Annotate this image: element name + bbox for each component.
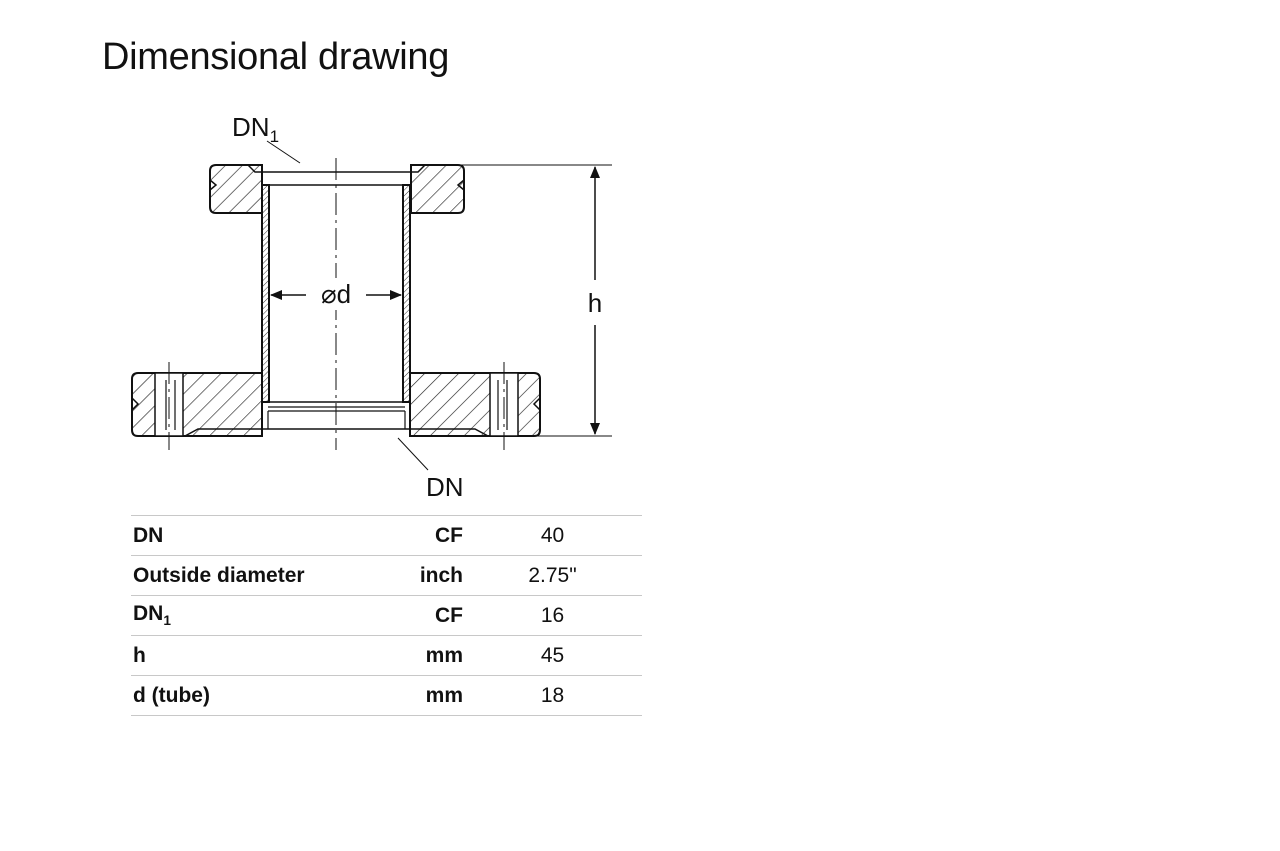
param-label: DN: [133, 523, 164, 547]
table-row: [131, 636, 642, 676]
unit-cell: CF: [393, 596, 463, 636]
table-row: [131, 596, 642, 636]
table-row: [131, 556, 642, 596]
dn1-label: [232, 112, 279, 146]
value-cell: 45: [463, 636, 642, 676]
dn-leader: [398, 438, 428, 470]
dn1-label-main: DN: [232, 112, 270, 142]
table-row: [131, 676, 642, 716]
param-label: DN: [133, 602, 164, 626]
value-cell: 18: [463, 676, 642, 716]
unit-cell: inch: [393, 556, 463, 596]
unit-cell: CF: [393, 516, 463, 556]
table-row: [131, 516, 642, 556]
param-label: d (tube): [133, 683, 210, 707]
value-cell: 40: [463, 516, 642, 556]
height-label: h: [587, 288, 603, 318]
dn1-label-subscript: 1: [269, 127, 280, 146]
dimensional-drawing: [0, 0, 700, 510]
param-cell: [131, 596, 393, 636]
specification-table: [131, 515, 642, 716]
param-cell: [131, 556, 393, 596]
diameter-label: ⌀d: [320, 279, 352, 309]
dn-label: DN: [426, 472, 464, 502]
param-cell: [131, 516, 393, 556]
param-subscript: 1: [163, 613, 171, 629]
param-cell: [131, 636, 393, 676]
value-cell: 16: [463, 596, 642, 636]
page-title: Dimensional drawing: [102, 36, 450, 78]
unit-cell: mm: [393, 636, 463, 676]
param-cell: [131, 676, 393, 716]
param-label: Outside diameter: [133, 563, 305, 587]
unit-cell: mm: [393, 676, 463, 716]
top-flange-dn1: [210, 165, 464, 213]
value-cell: 2.75": [463, 556, 642, 596]
param-label: h: [133, 643, 146, 667]
